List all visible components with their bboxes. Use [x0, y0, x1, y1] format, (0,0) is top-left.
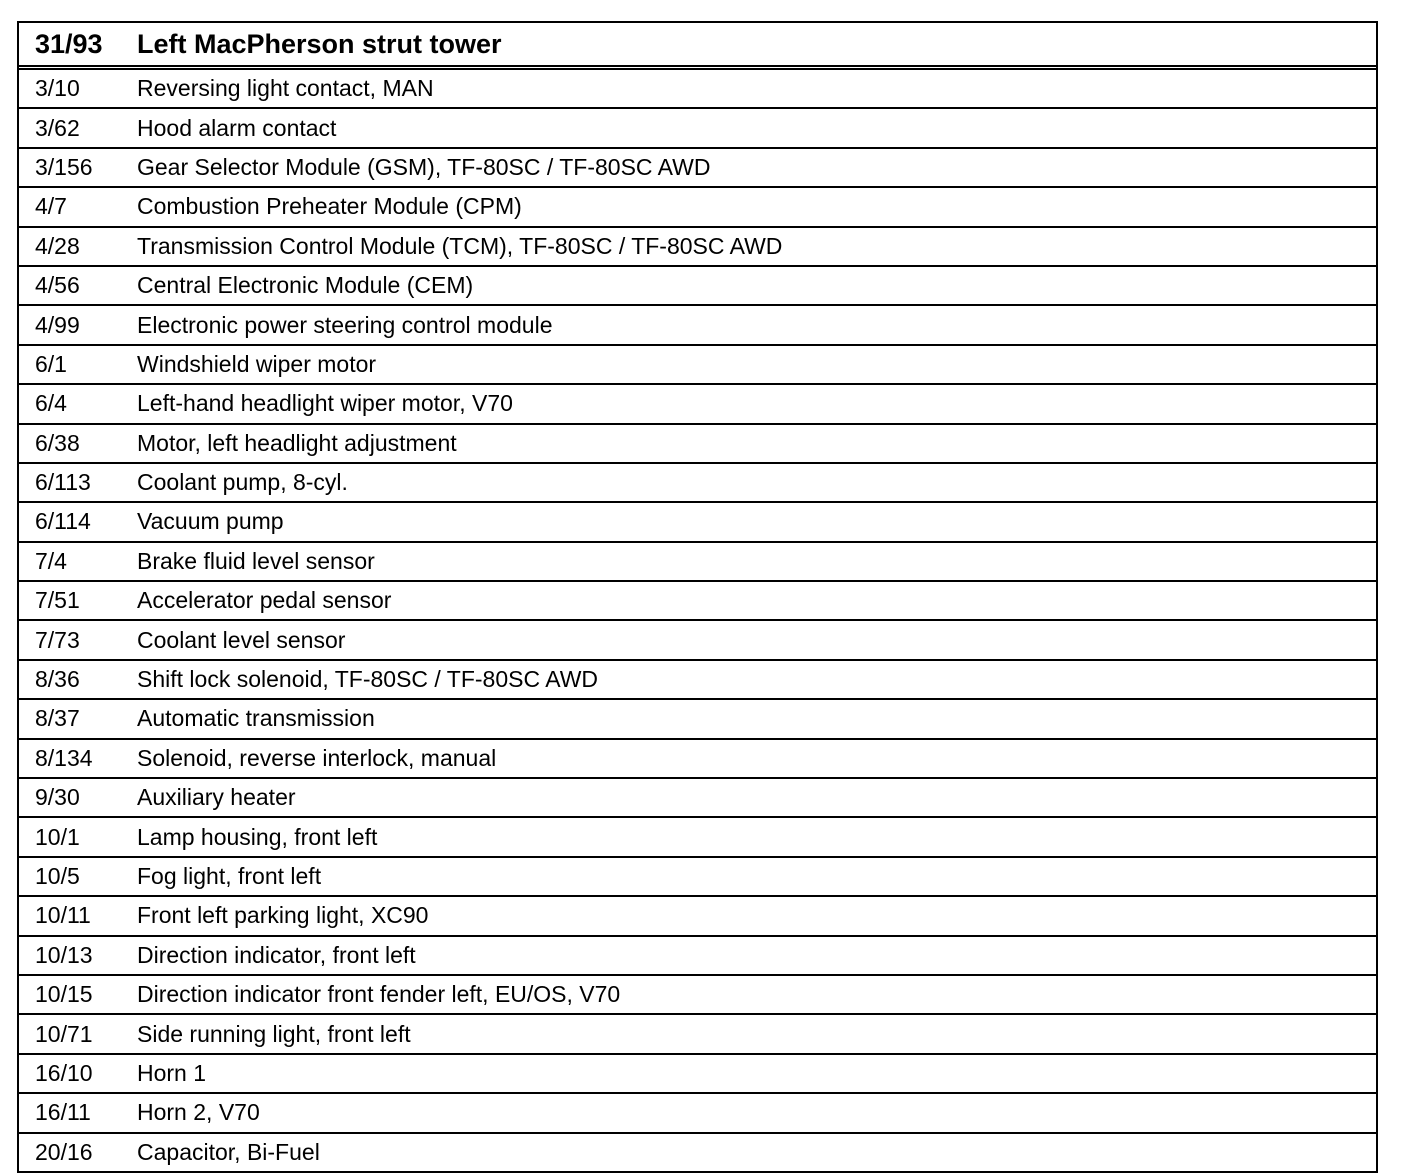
table-row — [19, 856, 1376, 895]
table-row — [19, 816, 1376, 855]
row-code: 4/99 — [35, 311, 80, 338]
row-description: Horn 2, V70 — [137, 1099, 260, 1126]
row-code: 3/10 — [35, 75, 80, 102]
row-code: 8/36 — [35, 666, 80, 693]
row-description: Horn 1 — [137, 1059, 207, 1086]
row-description: Accelerator pedal sensor — [137, 587, 392, 614]
table-row — [19, 186, 1376, 225]
row-description: Shift lock solenoid, TF-80SC / TF-80SC AWD — [137, 666, 599, 693]
row-code: 16/10 — [35, 1059, 93, 1086]
table-row — [19, 935, 1376, 974]
row-description: Front left parking light, XC90 — [137, 902, 429, 929]
component-table — [17, 21, 1378, 1173]
row-description: Left-hand headlight wiper motor, V70 — [137, 390, 513, 417]
table-row — [19, 147, 1376, 186]
row-code: 6/38 — [35, 429, 80, 456]
row-code: 6/1 — [35, 350, 67, 377]
table-row — [19, 580, 1376, 619]
table-row — [19, 462, 1376, 501]
row-description: Lamp housing, front left — [137, 823, 378, 850]
row-description: Electronic power steering control module — [137, 311, 553, 338]
row-code: 10/1 — [35, 823, 80, 850]
table-row — [19, 1132, 1376, 1171]
row-description: Direction indicator, front left — [137, 941, 416, 968]
row-code: 8/37 — [35, 705, 80, 732]
row-description: Fog light, front left — [137, 863, 322, 889]
row-description: Motor, left headlight adjustment — [137, 429, 457, 456]
row-description: Automatic transmission — [137, 705, 375, 732]
row-description: Capacitor, Bi-Fuel — [137, 1138, 320, 1165]
table-row — [19, 777, 1376, 816]
table-row — [19, 895, 1376, 934]
row-description: Solenoid, reverse interlock, manual — [137, 744, 497, 771]
table-body — [19, 70, 1376, 1171]
row-code: 8/134 — [35, 744, 93, 771]
row-description: Coolant level sensor — [137, 626, 346, 653]
row-code: 10/5 — [35, 863, 80, 889]
row-code: 10/11 — [35, 902, 91, 929]
row-code: 10/71 — [35, 1020, 93, 1047]
table-row — [19, 70, 1376, 107]
row-code: 7/73 — [35, 626, 80, 653]
row-code: 3/62 — [35, 114, 80, 141]
row-code: 9/30 — [35, 784, 80, 811]
header-title: Left MacPherson strut tower — [137, 28, 502, 59]
row-code: 10/15 — [35, 981, 93, 1008]
table-row — [19, 1013, 1376, 1052]
table-row — [19, 344, 1376, 383]
row-code: 4/28 — [35, 232, 80, 259]
table-row — [19, 107, 1376, 146]
row-code: 6/4 — [35, 390, 67, 417]
table-row — [19, 698, 1376, 737]
table-row — [19, 619, 1376, 658]
row-code: 7/51 — [35, 587, 80, 614]
table-header — [19, 23, 1376, 70]
row-code: 7/4 — [35, 547, 67, 574]
row-code: 6/113 — [35, 469, 91, 496]
table-row — [19, 738, 1376, 777]
row-description: Vacuum pump — [137, 508, 284, 535]
row-description: Combustion Preheater Module (CPM) — [137, 193, 522, 220]
table-row — [19, 304, 1376, 343]
row-description: Brake fluid level sensor — [137, 547, 375, 574]
table-row — [19, 974, 1376, 1013]
header-code: 31/93 — [35, 28, 103, 59]
table-row — [19, 383, 1376, 422]
table-row — [19, 659, 1376, 698]
table-row — [19, 1053, 1376, 1092]
table-row — [19, 265, 1376, 304]
row-description: Transmission Control Module (TCM), TF-80SC / TF-80SC AWD — [137, 232, 783, 259]
row-description: Side running light, front left — [137, 1020, 411, 1047]
row-description: Auxiliary heater — [137, 784, 296, 811]
row-description: Hood alarm contact — [137, 114, 337, 141]
table-row — [19, 226, 1376, 265]
row-description: Reversing light contact, MAN — [137, 75, 434, 102]
row-description: Gear Selector Module (GSM), TF-80SC / TF-80SC AWD — [137, 153, 711, 180]
row-code: 16/11 — [35, 1099, 91, 1126]
table-row — [19, 1092, 1376, 1131]
row-description: Central Electronic Module (CEM) — [137, 272, 474, 299]
row-code: 4/56 — [35, 272, 80, 299]
table-row — [19, 501, 1376, 540]
row-description: Coolant pump, 8-cyl. — [137, 469, 348, 496]
table-row — [19, 423, 1376, 462]
row-description: Direction indicator front fender left, EU/OS, V70 — [137, 981, 621, 1008]
row-code: 20/16 — [35, 1138, 93, 1165]
row-description: Windshield wiper motor — [137, 350, 377, 377]
row-code: 10/13 — [35, 941, 93, 968]
row-code: 3/156 — [35, 153, 93, 180]
row-code: 6/114 — [35, 508, 91, 535]
table-row — [19, 541, 1376, 580]
row-code: 4/7 — [35, 193, 67, 220]
